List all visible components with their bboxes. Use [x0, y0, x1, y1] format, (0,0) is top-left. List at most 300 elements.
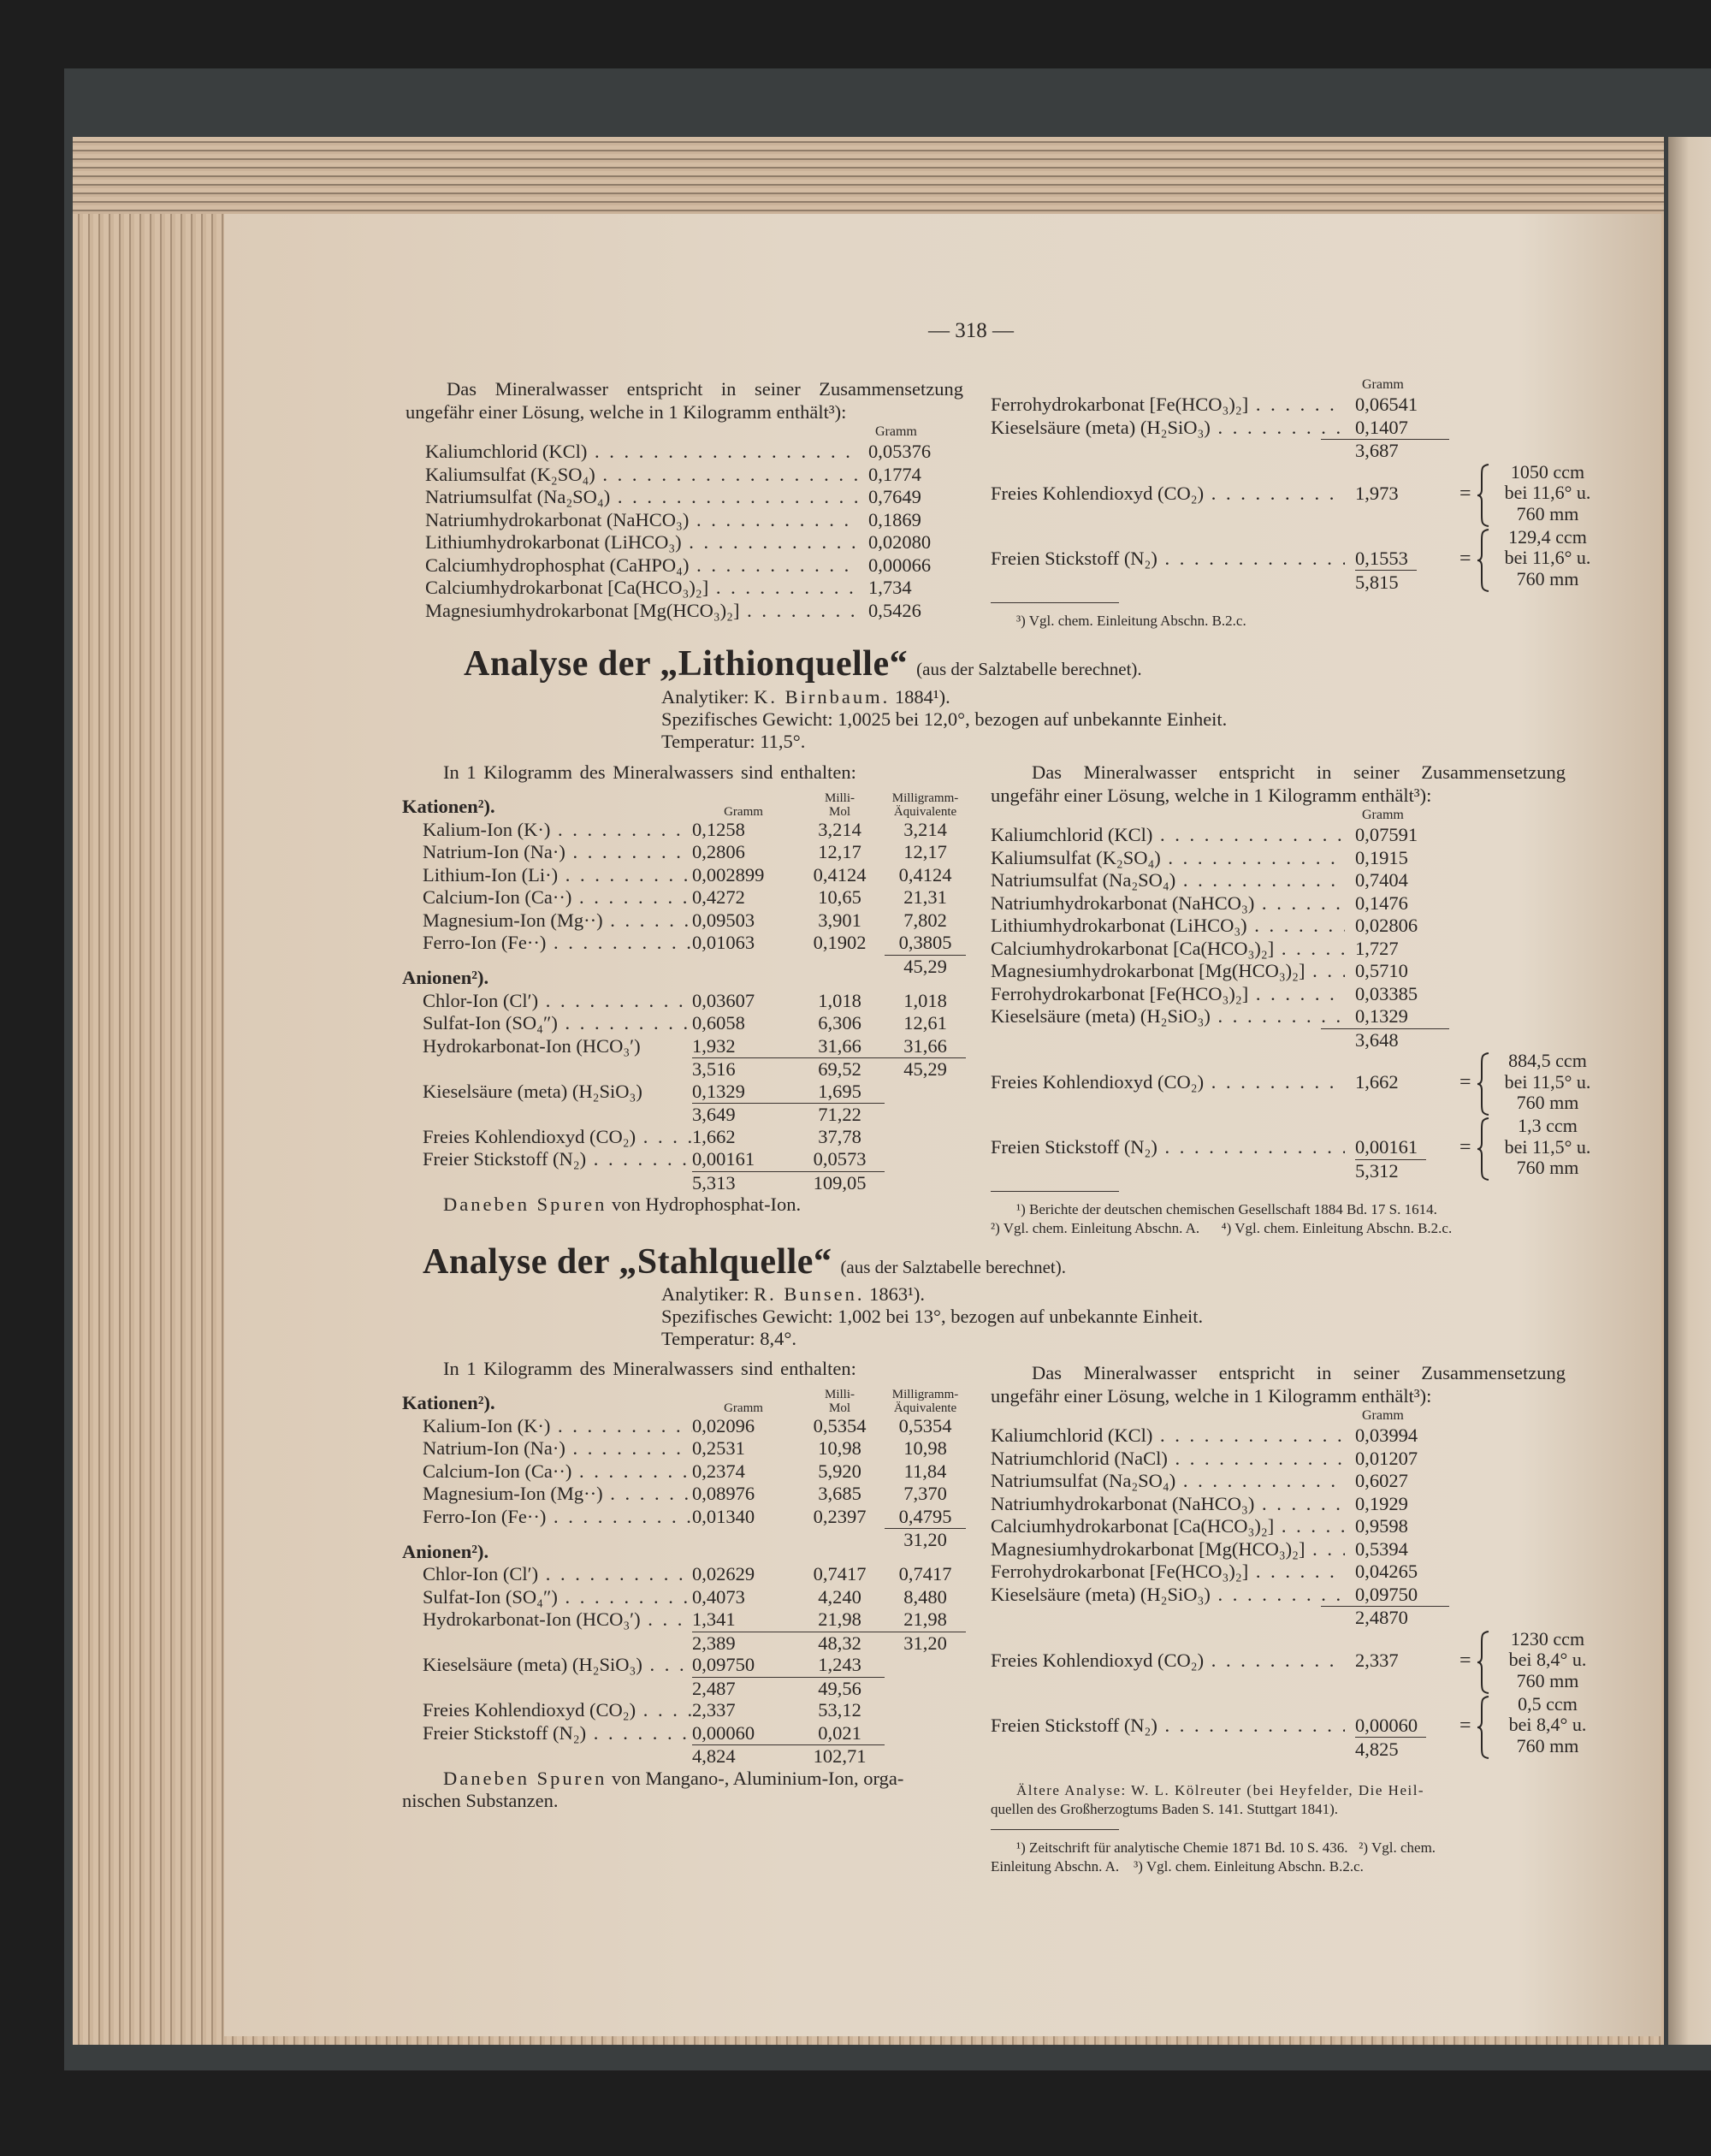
ion-label: Chlor-Ion (Cl′) . . . — [402, 1563, 692, 1586]
salt-label: Ferrohydrokarbonat [Fe(HCO₃)₂] . . . — [991, 394, 1345, 417]
ion-row — [402, 1506, 967, 1529]
ion-label: Freier Stickstoff (N₂) . . . — [402, 1148, 692, 1171]
gas-value: 1,662 — [1355, 1071, 1399, 1093]
milliequivalent-value: 10,98 — [903, 1437, 947, 1459]
group-heading: Anionen²). — [402, 1540, 489, 1562]
total-value: 4,825 — [1355, 1738, 1399, 1760]
gas-volume-line: 884,5 ccm — [1508, 1050, 1587, 1071]
salt-label: Ferrohydrokarbonat [Fe(HCO₃)₂] . . . — [991, 1561, 1345, 1584]
ion-row — [402, 864, 967, 887]
ion-row — [402, 1148, 967, 1171]
header-line: Mol — [828, 1401, 850, 1415]
footnote: Einleitung Abschn. A. ³) Vgl. chem. Einleitung Abschn. B.2.c. — [991, 1857, 1364, 1875]
sum-row — [402, 1632, 967, 1655]
ion-label: Freier Stickstoff (N₂) . . . — [402, 1722, 692, 1745]
ion-row — [402, 1586, 967, 1609]
section-title — [423, 1241, 1066, 1282]
gas-volume-line: 760 mm — [1516, 1669, 1579, 1691]
ion-row — [402, 1460, 967, 1484]
analyst-prefix: Analytiker: — [661, 686, 749, 708]
salt-row — [991, 1515, 1566, 1538]
milliequivalent-total: 45,29 — [885, 955, 966, 979]
gramm-value: 0,1258 — [692, 818, 745, 840]
lithion-heading — [464, 643, 1142, 684]
millimol-value: 0,4124 — [813, 863, 867, 886]
gas-row — [991, 1050, 1591, 1116]
stahl-salt-table — [991, 1362, 1587, 1876]
note-text: von Hydrophosphat-Ion. — [611, 1194, 802, 1215]
gramm-value: 0,09750 — [692, 1654, 755, 1675]
salt-row — [406, 577, 963, 600]
column-header-milliequivalents — [885, 1388, 966, 1415]
gramm-total: 2,389 — [692, 1632, 795, 1656]
analyst-line — [661, 686, 1227, 708]
millimol-value: 12,17 — [818, 841, 861, 862]
salt-row — [991, 824, 1566, 847]
gas-label: Freien Stickstoff (N₂) . . . — [991, 548, 1345, 571]
gramm-value: 0,1329 — [692, 1080, 745, 1102]
total-value: 3,687 — [1321, 439, 1449, 463]
equals-sign: = — [1459, 1136, 1471, 1158]
gramm-value: 0,03607 — [692, 989, 755, 1011]
millimol-value: 3,901 — [818, 909, 861, 931]
salt-value: 0,02806 — [1355, 915, 1418, 936]
ion-row — [402, 886, 967, 909]
gas-label: Freies Kohlendioxyd (CO₂) . . . — [991, 483, 1345, 506]
salt-value: 0,1915 — [1355, 846, 1408, 868]
milliequivalent-value — [885, 1081, 966, 1104]
title-subtitle: (aus der Salztabelle berechnet). — [840, 1257, 1066, 1277]
footnote: ¹) Berichte der deutschen chemischen Gesellschaft 1884 Bd. 17 S. 1614. — [1016, 1201, 1437, 1217]
salt-value: 1,727 — [1355, 937, 1399, 959]
salt-label: Ferrohydrokarbonat [Fe(HCO₃)₂] . . . — [991, 983, 1345, 1006]
salt-row — [991, 1538, 1566, 1561]
title-subtitle: (aus der Salztabelle berechnet). — [916, 659, 1142, 679]
header-line: Mol — [828, 804, 850, 819]
milliequivalent-value: 3,214 — [903, 818, 947, 840]
gramm-value: 0,2374 — [692, 1460, 745, 1482]
ion-label: Magnesium-Ion (Mg··) . . . — [402, 1483, 692, 1506]
ion-row — [402, 932, 967, 955]
specific-gravity: Spezifisches Gewicht: 1,0025 bei 12,0°, bezogen auf unbekannte Einheit. — [661, 708, 1228, 730]
temperature: Temperatur: 8,4°. — [661, 1328, 796, 1349]
salt-value: 0,07591 — [1355, 824, 1418, 845]
equals-sign: = — [1459, 1649, 1471, 1672]
salt-row — [991, 983, 1566, 1006]
ion-row — [402, 1126, 967, 1149]
salt-row — [991, 869, 1566, 892]
unit-label: Gramm — [1362, 1408, 1404, 1423]
salt-row — [991, 1470, 1566, 1493]
trace-note-continued: nischen Substanzen. — [402, 1790, 559, 1811]
gramm-value: 1,662 — [692, 1125, 736, 1147]
milliequivalent-value — [885, 1126, 966, 1149]
gramm-total — [692, 1528, 795, 1552]
salt-value: 0,5710 — [1355, 960, 1408, 981]
gas-volume-line: bei 8,4° u. — [1508, 1649, 1587, 1670]
milliequivalent-value: 7,802 — [903, 909, 947, 931]
lithion-meta — [661, 686, 1227, 753]
column-header-millimol — [795, 791, 885, 819]
gas-volume-line: 760 mm — [1516, 1157, 1579, 1178]
milliequivalent-value: 11,84 — [903, 1460, 947, 1482]
gas-volume-line: 129,4 ccm — [1508, 525, 1587, 548]
analyst-prefix: Analytiker: — [661, 1283, 749, 1305]
milliequivalent-total — [885, 1171, 966, 1195]
milliequivalent-value: 12,17 — [903, 841, 947, 862]
salt-value: 0,02080 — [868, 531, 932, 553]
ion-label: Kieselsäure (meta) (H₂SiO₃) — [423, 1080, 642, 1102]
milliequivalent-value — [885, 1148, 966, 1171]
intro-line: Das Mineralwasser entspricht in seiner Zusammensetzung — [447, 378, 963, 400]
gramm-total — [692, 955, 795, 979]
millimol-total: 49,56 — [795, 1677, 885, 1701]
salt-row — [991, 394, 1566, 417]
analyst-year: 1884¹). — [894, 686, 950, 708]
milliequivalent-value: 0,5354 — [898, 1414, 952, 1436]
gramm-value: 0,4272 — [692, 886, 745, 908]
millimol-value: 1,018 — [818, 989, 861, 1011]
millimol-value: 0,5354 — [813, 1414, 867, 1436]
millimol-value: 0,2397 — [813, 1505, 867, 1527]
salt-value: 0,03994 — [1355, 1424, 1418, 1446]
ion-label: Kalium-Ion (K·) . . . — [402, 1415, 692, 1438]
title-text: Analyse der „Lithionquelle“ — [464, 644, 909, 684]
salt-row — [406, 554, 963, 578]
ion-row — [402, 1699, 967, 1722]
gas-label: Freien Stickstoff (N₂) . . . — [991, 1136, 1345, 1159]
milliequivalent-value: 0,7417 — [898, 1563, 952, 1584]
lithion-salt-table — [991, 761, 1591, 1238]
milliequivalent-value — [885, 1699, 966, 1722]
page-number: — 318 — — [928, 319, 1014, 342]
gramm-total: 4,824 — [692, 1744, 795, 1768]
milliequivalent-value: 21,98 — [903, 1608, 947, 1630]
salt-row — [406, 531, 963, 554]
gas-row — [991, 1115, 1591, 1182]
specific-gravity: Spezifisches Gewicht: 1,002 bei 13°, bezogen auf unbekannte Einheit. — [661, 1306, 1204, 1327]
spacer — [402, 1171, 692, 1195]
ion-label: Hydrokarbonat-Ion (HCO₃′) — [423, 1034, 641, 1057]
gas-value: 0,1553 — [1355, 548, 1417, 572]
gas-row — [991, 1692, 1587, 1760]
ion-row — [402, 1035, 967, 1058]
ion-label: Calcium-Ion (Ca··) . . . — [402, 886, 692, 909]
trace-note — [402, 1768, 967, 1791]
ion-row — [402, 841, 967, 864]
note-prefix: Daneben Spuren — [443, 1194, 607, 1215]
gramm-value: 0,02629 — [692, 1563, 755, 1584]
salt-row — [991, 1448, 1566, 1471]
gas-volume-line: 1050 ccm — [1510, 460, 1585, 483]
ion-row — [402, 1563, 967, 1586]
ion-label: Lithium-Ion (Li·) . . . — [402, 864, 692, 887]
total-value: 5,312 — [1355, 1160, 1399, 1182]
gramm-value: 0,01340 — [692, 1505, 755, 1527]
salt-row — [406, 600, 963, 623]
gramm-value: 0,00161 — [692, 1148, 755, 1170]
salt-value: 0,03385 — [1355, 982, 1418, 1004]
total-row — [991, 1606, 1566, 1629]
salt-row — [991, 915, 1566, 938]
salt-label: Lithiumhydrokarbonat (LiHCO₃) . . . — [425, 531, 858, 554]
footnote: ¹) Zeitschrift für analytische Chemie 1871 Bd. 10 S. 436. ²) Vgl. chem. — [1016, 1839, 1436, 1856]
gramm-value: 2,337 — [692, 1699, 736, 1721]
millimol-value: 37,78 — [818, 1125, 861, 1147]
sum-row — [402, 1057, 967, 1081]
salt-row — [991, 960, 1566, 983]
unit-header-row — [406, 424, 963, 441]
millimol-value: 21,98 — [818, 1608, 861, 1630]
group-heading: Kationen²). — [402, 1392, 495, 1413]
note-text: von Mangano-, Aluminium-Ion, orga- — [611, 1767, 904, 1789]
salt-label: Kieselsäure (meta) (H₂SiO₃) . . . — [991, 417, 1345, 440]
salt-label: Calciumhydrokarbonat [Ca(HCO₃)₂] . . . — [991, 938, 1345, 961]
intro-line: Das Mineralwasser entspricht in seiner Zusammensetzung — [1032, 1362, 1566, 1383]
ion-label: Natrium-Ion (Na·) . . . — [402, 1437, 692, 1460]
section-title — [464, 643, 1142, 684]
older-analysis — [991, 1781, 1566, 1819]
salt-label: Kaliumchlorid (KCl) . . . — [991, 1424, 1345, 1448]
gramm-total: 5,313 — [692, 1171, 795, 1195]
salt-label: Calciumhydrokarbonat [Ca(HCO₃)₂] . . . — [991, 1515, 1345, 1538]
header-line: Äquivalente — [893, 1401, 957, 1415]
salt-row — [991, 1561, 1566, 1584]
millimol-value: 6,306 — [818, 1012, 861, 1034]
analyst-line — [661, 1283, 1203, 1306]
equals-sign: = — [1459, 482, 1471, 505]
ion-row — [402, 1608, 967, 1632]
millimol-total: 48,32 — [795, 1632, 885, 1656]
milliequivalent-total: 31,20 — [885, 1528, 966, 1552]
milliequivalent-value — [885, 1722, 966, 1745]
milliequivalent-value: 21,31 — [903, 886, 947, 908]
ion-row — [402, 990, 967, 1013]
total-value: 3,648 — [1321, 1028, 1449, 1052]
salt-value: 0,1407 — [1355, 416, 1408, 438]
ion-label: Chlor-Ion (Cl′) . . . — [402, 990, 692, 1013]
sum-row — [402, 1103, 967, 1126]
unit-label: Gramm — [1362, 377, 1404, 392]
salt-row — [406, 441, 963, 464]
gramm-value: 0,002899 — [692, 863, 765, 886]
ion-label: Ferro-Ion (Fe··) . . . — [402, 932, 692, 955]
millimol-value: 10,65 — [818, 886, 861, 908]
column-header-millimol — [795, 1388, 885, 1415]
salt-value: 0,7649 — [868, 486, 921, 507]
ion-label: Magnesium-Ion (Mg··) . . . — [402, 909, 692, 933]
millimol-total — [795, 955, 885, 979]
stahl-ion-table — [402, 1358, 967, 1813]
gas-value: 0,00161 — [1355, 1136, 1426, 1160]
gas-value: 1,973 — [1355, 482, 1399, 504]
ion-row — [402, 1081, 967, 1104]
gas-value: 0,00060 — [1355, 1715, 1426, 1738]
salt-row — [406, 464, 963, 487]
gas-volume-line: bei 11,5° u. — [1504, 1070, 1591, 1093]
trace-note — [402, 1194, 967, 1217]
millimol-value: 10,98 — [818, 1437, 861, 1459]
milliequivalent-value: 31,66 — [903, 1034, 947, 1057]
gramm-value: 0,08976 — [692, 1483, 755, 1504]
footnote-divider — [991, 1191, 1119, 1192]
gas-value: 2,337 — [1355, 1649, 1399, 1671]
milliequivalent-total: 31,20 — [885, 1632, 966, 1656]
salt-value: 0,1774 — [868, 463, 921, 485]
millimol-value: 0,021 — [818, 1721, 861, 1744]
brace-icon — [1477, 1631, 1490, 1694]
gramm-value: 0,02096 — [692, 1414, 755, 1436]
footnote-divider — [991, 602, 1119, 603]
intro-line: Das Mineralwasser entspricht in seiner Zusammensetzung — [1032, 761, 1566, 783]
ion-row — [402, 1483, 967, 1506]
gas-volume-line: 1,3 ccm — [1518, 1115, 1578, 1136]
salt-value: 0,04265 — [1355, 1561, 1418, 1582]
header-line: Milligramm- — [891, 791, 959, 805]
gas-row — [991, 460, 1591, 527]
group-heading: Anionen²). — [402, 967, 489, 988]
ion-label: Calcium-Ion (Ca··) . . . — [402, 1460, 692, 1484]
salt-value: 0,1869 — [868, 508, 921, 530]
gas-row — [991, 1627, 1587, 1694]
sum-row — [402, 1744, 967, 1768]
total-value: 5,815 — [1355, 571, 1399, 593]
gas-volume-line: 760 mm — [1516, 1734, 1579, 1756]
salt-label: Magnesiumhydrokarbonat [Mg(HCO₃)₂] . . . — [991, 960, 1345, 983]
millimol-total: 102,71 — [795, 1744, 885, 1768]
salt-row — [991, 892, 1566, 915]
sum-row — [402, 1171, 967, 1194]
salt-row — [406, 509, 963, 532]
ion-row — [402, 1654, 967, 1677]
millimol-total: 109,05 — [795, 1171, 885, 1195]
title-text: Analyse der „Stahlquelle“ — [423, 1242, 832, 1282]
gas-label: Freien Stickstoff (N₂) . . . — [991, 1715, 1345, 1738]
total-value: 2,4870 — [1321, 1606, 1449, 1630]
salt-label: Natriumhydrokarbonat (NaHCO₃) . . . — [991, 892, 1345, 915]
salt-value: 0,5394 — [1355, 1537, 1408, 1560]
footnote: ³) Vgl. chem. Einleitung Abschn. B.2.c. — [1016, 612, 1246, 629]
intro-line: ungefähr einer Lösung, welche in 1 Kilogramm enthält³): — [991, 784, 1432, 806]
milliequivalent-value: 12,61 — [903, 1012, 947, 1034]
gas-volume-line: 0,5 ccm — [1518, 1692, 1578, 1715]
milliequivalent-total — [885, 1677, 966, 1701]
salt-label: Kaliumsulfat (K₂SO₄) . . . — [991, 847, 1345, 870]
column-header-row — [402, 1381, 967, 1415]
salt-label: Kaliumchlorid (KCl) . . . — [991, 824, 1345, 847]
salt-label: Kieselsäure (meta) (H₂SiO₃) . . . — [991, 1584, 1345, 1607]
millimol-value: 0,1902 — [813, 932, 867, 953]
brace-icon — [1477, 1696, 1490, 1759]
spacer — [402, 1632, 692, 1656]
page-edges-top — [73, 137, 1664, 214]
salt-value: 0,05376 — [868, 441, 932, 462]
facing-page-edge — [1668, 137, 1711, 2045]
salt-row — [991, 1424, 1566, 1448]
salt-value: 0,5426 — [868, 599, 921, 621]
salt-label: Natriumhydrokarbonat (NaHCO₃) . . . — [991, 1493, 1345, 1516]
ion-label: Natrium-Ion (Na·) . . . — [402, 841, 692, 864]
stahl-meta — [661, 1283, 1203, 1350]
total-row — [991, 1028, 1566, 1051]
ion-row — [402, 1415, 967, 1438]
millimol-value: 0,7417 — [813, 1563, 867, 1584]
footnote: ²) Vgl. chem. Einleitung Abschn. A. ⁴) Vgl. chem. Einleitung Abschn. B.2.c. — [991, 1220, 1453, 1236]
note-prefix: Daneben Spuren — [443, 1767, 607, 1789]
salt-label: Natriumsulfat (Na₂SO₄) . . . — [991, 869, 1345, 892]
gramm-value: 1,932 — [692, 1034, 736, 1057]
unit-header-row — [991, 376, 1566, 394]
salt-value: 0,1929 — [1355, 1492, 1408, 1514]
ion-row — [402, 1437, 967, 1460]
salt-label: Natriumsulfat (Na₂SO₄) . . . — [991, 1470, 1345, 1493]
millimol-value: 3,214 — [818, 818, 861, 840]
salt-row — [991, 1493, 1566, 1516]
column-header-row — [402, 785, 967, 819]
column-header-gramm: Gramm — [724, 804, 763, 819]
brace-icon — [1477, 529, 1490, 592]
salt-row — [406, 486, 963, 509]
gramm-value: 0,00060 — [692, 1721, 755, 1744]
gas-volume-line: 760 mm — [1516, 567, 1579, 589]
salt-value: 0,9598 — [1355, 1515, 1408, 1537]
equals-sign: = — [1459, 1714, 1471, 1737]
salt-value: 1,734 — [868, 577, 912, 598]
equals-sign: = — [1459, 547, 1471, 570]
gramm-value: 0,6058 — [692, 1012, 745, 1034]
salt-table-continued-right — [991, 376, 1591, 631]
column-header-milliequivalents — [885, 791, 966, 819]
group-heading: Kationen²). — [402, 796, 495, 817]
gramm-value: 0,4073 — [692, 1585, 745, 1608]
unit-label: Gramm — [1362, 808, 1404, 822]
gas-volume-line: bei 11,6° u. — [1504, 547, 1591, 568]
older-analysis-line: Ältere Analyse: W. L. Kölreuter (bei Heyfelder, Die Heil- — [1016, 1781, 1425, 1798]
ion-label: Kieselsäure (meta) (H₂SiO₃) . . . — [402, 1654, 692, 1677]
milliequivalent-value: 7,370 — [903, 1483, 947, 1504]
milliequivalent-total — [885, 1744, 966, 1768]
millimol-value: 1,695 — [818, 1080, 861, 1102]
millimol-value: 31,66 — [818, 1034, 861, 1057]
ion-row — [402, 1722, 967, 1745]
salt-label: Natriumsulfat (Na₂SO₄) . . . — [425, 486, 858, 509]
gramm-value: 0,2531 — [692, 1437, 745, 1459]
spacer — [402, 1744, 692, 1768]
spacer — [402, 1057, 692, 1081]
salt-value: 0,1329 — [1355, 1005, 1408, 1027]
gramm-value: 1,341 — [692, 1608, 736, 1630]
unit-label: Gramm — [875, 424, 917, 439]
milliequivalent-total: 45,29 — [885, 1057, 966, 1081]
lithion-ion-table — [402, 761, 967, 1217]
gramm-value: 0,2806 — [692, 841, 745, 862]
gas-volume-line: 760 mm — [1516, 1092, 1579, 1113]
salt-value: 0,09750 — [1355, 1583, 1418, 1605]
gramm-value: 0,01063 — [692, 932, 755, 953]
unit-header-row — [991, 1407, 1566, 1424]
salt-label: Calciumhydrokarbonat [Ca(HCO₃)₂] . . . — [425, 577, 858, 600]
spacer — [402, 1677, 692, 1701]
older-analysis-line: quellen des Großherzogtums Baden S. 141. Stuttgart 1841). — [991, 1800, 1339, 1817]
salt-row — [991, 417, 1566, 440]
brace-icon — [1477, 1052, 1490, 1116]
millimol-value: 0,0573 — [813, 1148, 867, 1170]
gas-volume-line: 1230 ccm — [1510, 1627, 1585, 1650]
salt-label: Magnesiumhydrokarbonat [Mg(HCO₃)₂] . . . — [425, 600, 858, 623]
gas-volume-line: 760 mm — [1516, 502, 1579, 524]
brace-icon — [1477, 1117, 1490, 1181]
stahl-heading — [423, 1241, 1066, 1282]
